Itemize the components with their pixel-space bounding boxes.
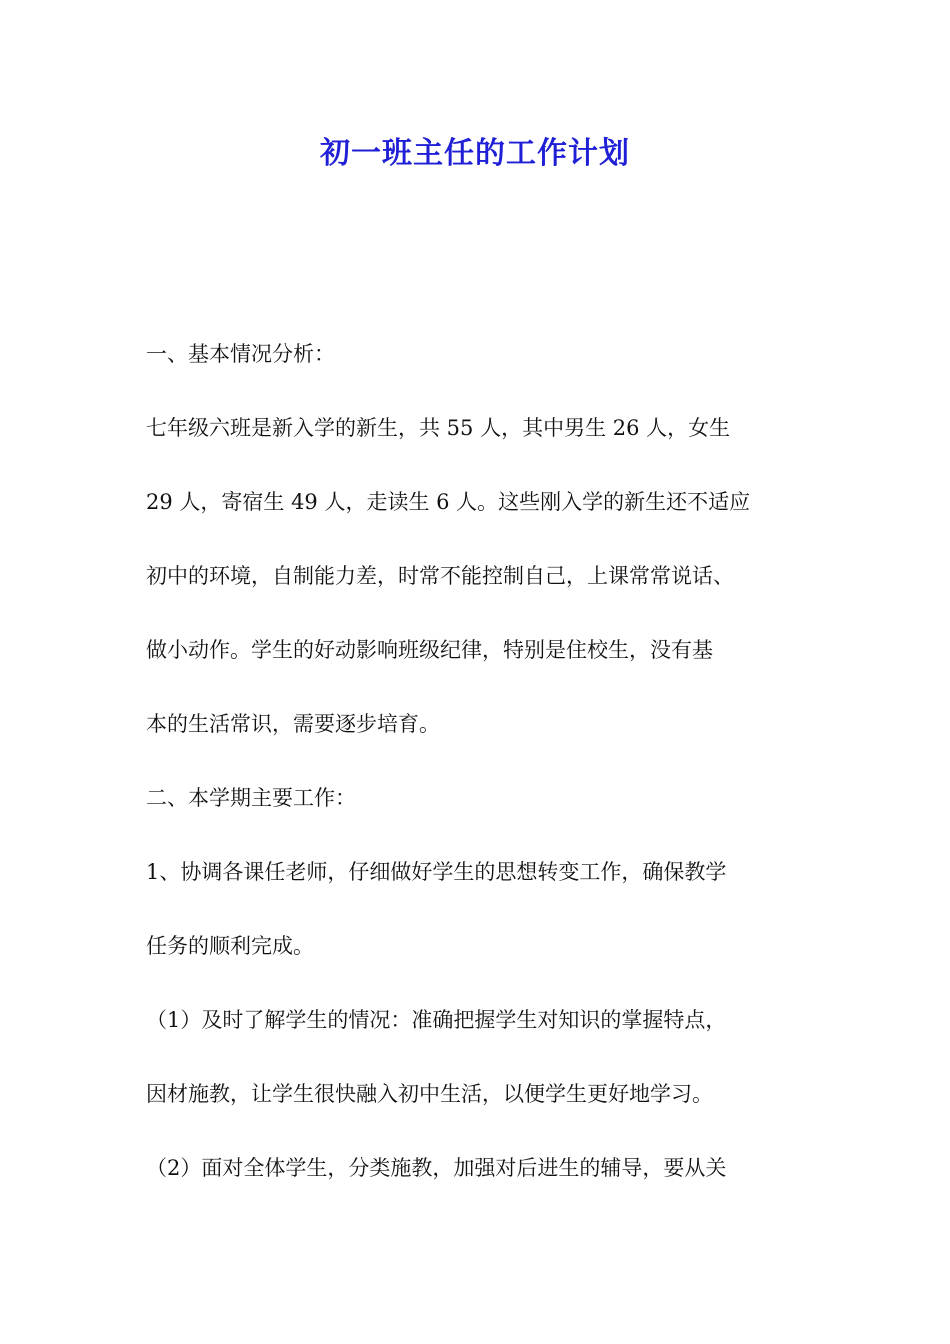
list-item-line: 1、协调各课任老师，仔细做好学生的思想转变工作，确保教学	[146, 860, 727, 884]
paragraph-line: 本的生活常识，需要逐步培育。	[146, 712, 440, 736]
paragraph-line: 七年级六班是新入学的新生，共 55 人，其中男生 26 人，女生	[146, 416, 731, 440]
section-heading-basic-analysis: 一、基本情况分析：	[146, 342, 335, 366]
paragraph-line: 初中的环境，自制能力差，时常不能控制自己，上课常常说话、	[146, 564, 734, 588]
sub-item-line: （2）面对全体学生，分类施教，加强对后进生的辅导，要从关	[146, 1156, 727, 1180]
document-body	[146, 326, 816, 1214]
list-item-line: 任务的顺利完成。	[146, 934, 314, 958]
sub-item-line: 因材施教，让学生很快融入初中生活，以便学生更好地学习。	[146, 1082, 713, 1106]
section-heading-main-work: 二、本学期主要工作：	[146, 786, 356, 810]
sub-item-line: （1）及时了解学生的情况：准确把握学生对知识的掌握特点，	[146, 1008, 727, 1032]
document-title: 初一班主任的工作计划	[320, 136, 630, 171]
paragraph-line: 29 人，寄宿生 49 人，走读生 6 人。这些刚入学的新生还不适应	[146, 490, 751, 514]
paragraph-line: 做小动作。学生的好动影响班级纪律，特别是住校生，没有基	[146, 638, 713, 662]
